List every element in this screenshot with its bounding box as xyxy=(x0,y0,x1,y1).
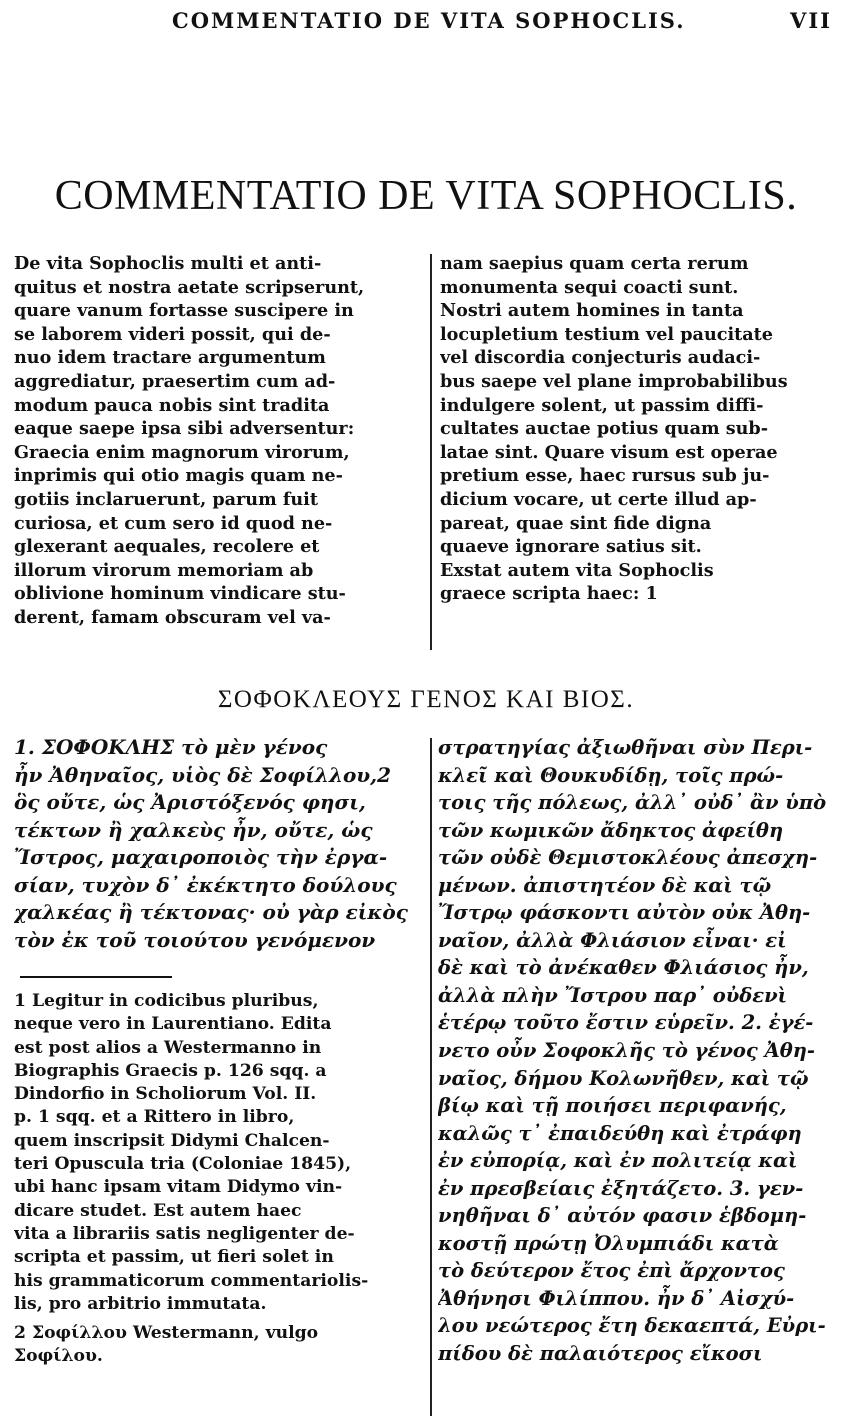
text-line: se laborem videri possit, qui de- xyxy=(14,323,331,345)
greek-text-line: τῶν οὐδὲ Θεμιστοκλέους ἀπεσχη- xyxy=(438,846,818,870)
text-line: inprimis qui otio magis quam ne- xyxy=(14,465,343,487)
text-line: monumenta sequi coacti sunt. xyxy=(440,276,739,298)
text-line: vel discordia conjecturis audaci- xyxy=(440,347,761,369)
text-line: pretium esse, haec rursus sub ju- xyxy=(440,465,770,487)
footnote-line: quem inscripsit Didymi Chalcen- xyxy=(14,1130,330,1151)
greek-text-line: ναῖον, ἀλλὰ Φλιάσιον εἶναι· εἰ xyxy=(438,928,787,952)
intro-right-column xyxy=(440,252,848,606)
text-line: De vita Sophoclis multi et anti- xyxy=(14,253,322,274)
text-line: Graecia enim magnorum virorum, xyxy=(14,441,350,463)
text-line: cultates auctae potius quam sub- xyxy=(440,418,769,440)
greek-text-line: νετο οὖν Σοφοκλῆς τὸ γένος Ἀθη- xyxy=(438,1039,815,1063)
text-line: graece scripta haec: 1 xyxy=(440,583,658,605)
greek-text-line: κοστῇ πρώτῃ Ὀλυμπιάδι κατὰ xyxy=(438,1231,779,1255)
greek-text-line: βίῳ καὶ τῇ ποιήσει περιφανής, xyxy=(438,1094,787,1118)
footnote-line: scripta et passim, ut fieri solet in xyxy=(14,1247,334,1268)
greek-text-line: ἦν Ἀθηναῖος, υἱὸς δὲ Σοφίλλου,2 xyxy=(14,762,392,787)
page-title: COMMENTATIO DE VITA SOPHOCLIS. xyxy=(54,173,798,219)
greek-text-line: Ἀθήνησι Φιλίππου. ἦν δ᾽ Αἰσχύ- xyxy=(438,1286,795,1310)
footnote-line: lis, pro arbitrio immutata. xyxy=(14,1293,267,1314)
greek-text-line: ἑτέρῳ τοῦτο ἔστιν εὑρεῖν. 2. ἐγέ- xyxy=(438,1011,814,1035)
footnote-line: Dindorfio in Scholiorum Vol. II. xyxy=(14,1084,317,1105)
footnote-line: 1 Legitur in codicibus pluribus, xyxy=(14,991,319,1011)
greek-left-column xyxy=(14,734,426,954)
greek-text-line: Ἴστρῳ φάσκοντι αὐτὸν οὐκ Ἀθη- xyxy=(438,901,811,925)
text-line: Nostri autem homines in tanta xyxy=(440,300,744,322)
intro-left-column xyxy=(14,252,424,630)
text-line: pareat, quae sint fide digna xyxy=(440,512,712,534)
greek-text-line: στρατηγίας ἀξιωθῆναι σὺν Περι- xyxy=(438,736,813,759)
footnote-line: Σοφίλου. xyxy=(14,1346,103,1367)
greek-text-line: καλῶς τ᾽ ἐπαιδεύθη καὶ ἐτράφη xyxy=(438,1121,802,1145)
text-line: nuo idem tractare argumentum xyxy=(14,347,326,369)
greek-text-line: τῶν κωμικῶν ἄδηκτος ἀφείθη xyxy=(438,818,784,842)
text-line: derent, famam obscuram vel va- xyxy=(14,606,331,628)
footnote-line: 2 Σοφίλλου Westermann, vulgo xyxy=(14,1323,319,1344)
text-line: modum pauca nobis sint tradita xyxy=(14,394,330,416)
text-line: glexerant aequales, recolere et xyxy=(14,536,320,558)
footnote-line: Biographis Graecis p. 126 sqq. a xyxy=(14,1060,327,1081)
greek-text-line: τοις τῆς πόλεως, ἀλλ᾽ οὐδ᾽ ἂν ὑπὸ xyxy=(438,791,827,815)
greek-text-line: δὲ καὶ τὸ ἀνέκαθεν Φλιάσιος ἦν, xyxy=(438,956,809,980)
greek-text-line: πίδου δὲ παλαιότερος εἴκοσι xyxy=(438,1342,763,1366)
greek-text-line: σίαν, τυχὸν δ᾽ ἐκέκτητο δούλους xyxy=(14,872,397,897)
greek-text-line: νηθῆναι δ᾽ αὐτόν φασιν ἑβδομη- xyxy=(438,1204,807,1228)
greek-text-line: Ἴστρος, μαχαιροποιὸς τὴν ἐργα- xyxy=(14,845,388,869)
footnote-line: ubi hanc ipsam vitam Didymo vin- xyxy=(14,1177,343,1198)
running-title: COMMENTATIO DE VITA SOPHOCLIS. xyxy=(172,8,686,33)
greek-text-line: ὃς οὔτε, ὡς Ἀριστόξενός φησι, xyxy=(14,790,366,814)
text-line: illorum virorum memoriam ab xyxy=(14,559,314,581)
greek-text-line: ἐν πρεσβείαις ἐξητάζετο. 3. γεν- xyxy=(438,1176,804,1200)
footnote-line: dicare studet. Est autem haec xyxy=(14,1200,302,1221)
footnote-line: neque vero in Laurentiano. Edita xyxy=(14,1014,332,1035)
text-line: eaque saepe ipsa sibi adversentur: xyxy=(14,418,355,440)
text-line: indulgere solent, ut passim diffi- xyxy=(440,394,764,416)
text-line: nam saepius quam certa rerum xyxy=(440,253,749,274)
running-head xyxy=(30,8,838,34)
footnote-rule xyxy=(20,976,172,978)
column-divider-top xyxy=(430,254,432,650)
greek-text-line: λου νεώτερος ἔτη δεκαεπτά, Εὐρι- xyxy=(438,1314,826,1338)
text-line: gotiis inclaruerunt, parum fuit xyxy=(14,488,318,510)
greek-text-line: ἐν εὐπορίᾳ, καὶ ἐν πολιτείᾳ καὶ xyxy=(438,1149,798,1173)
greek-text-line: τὸ δεύτερον ἔτος ἐπὶ ἄρχοντος xyxy=(438,1259,785,1283)
footnotes xyxy=(14,990,426,1369)
footnote-line: vita a librariis satis negligenter de- xyxy=(14,1223,355,1244)
greek-text-line: κλεῖ καὶ Θουκυδίδῃ, τοῖς πρώ- xyxy=(438,763,784,787)
greek-text-line: χαλκέας ἢ τέκτονας· οὐ γὰρ εἰκὸς xyxy=(14,900,408,924)
greek-text-line: ναῖος, δήμου Κολωνῆθεν, καὶ τῷ xyxy=(438,1066,809,1090)
column-divider-bottom xyxy=(430,738,432,1416)
greek-text-line: τὸν ἐκ τοῦ τοιούτου γενόμενον xyxy=(14,927,376,952)
text-line: dicium vocare, ut certe illud ap- xyxy=(440,488,757,510)
text-line: locupletium testium vel paucitate xyxy=(440,323,773,345)
footnote-line: est post alios a Westermanno in xyxy=(14,1037,322,1058)
text-line: aggrediatur, praesertim cum ad- xyxy=(14,370,336,392)
greek-text-line: τέκτων ἢ χαλκεὺς ἦν, οὔτε, ὡς xyxy=(14,817,373,842)
footnote-line: teri Opuscula tria (Coloniae 1845), xyxy=(14,1154,352,1175)
footnote-line: p. 1 sqq. et a Rittero in libro, xyxy=(14,1107,295,1128)
text-line: Exstat autem vita Sophoclis xyxy=(440,559,714,581)
footnote-line: his grammaticorum commentariolis- xyxy=(14,1270,369,1291)
text-line: latae sint. Quare visum est operae xyxy=(440,441,778,463)
greek-text-line: μένων. ἀπιστητέον δὲ καὶ τῷ xyxy=(438,873,772,897)
greek-text-line: ἀλλὰ πλὴν Ἴστρου παρ᾽ οὐδενὶ xyxy=(438,983,788,1007)
text-line: curiosa, et cum sero id quod ne- xyxy=(14,512,333,534)
page-number: VII xyxy=(790,8,832,33)
text-line: quitus et nostra aetate scripserunt, xyxy=(14,276,365,298)
text-line: quare vanum fortasse suscipere in xyxy=(14,300,354,322)
text-line: oblivione hominum vindicare stu- xyxy=(14,583,346,605)
greek-right-column xyxy=(438,734,848,1368)
text-line: quaeve ignorare satius sit. xyxy=(440,536,702,558)
text-line: bus saepe vel plane improbabilibus xyxy=(440,370,788,392)
section-heading: ΣΟΦΟΚΛΕΟΥΣ ΓΕΝΟΣ ΚΑΙ ΒΙΟΣ. xyxy=(217,686,635,713)
greek-text-line: 1. ΣΟΦΟΚΛΗΣ τὸ μὲν γένος xyxy=(14,735,328,759)
